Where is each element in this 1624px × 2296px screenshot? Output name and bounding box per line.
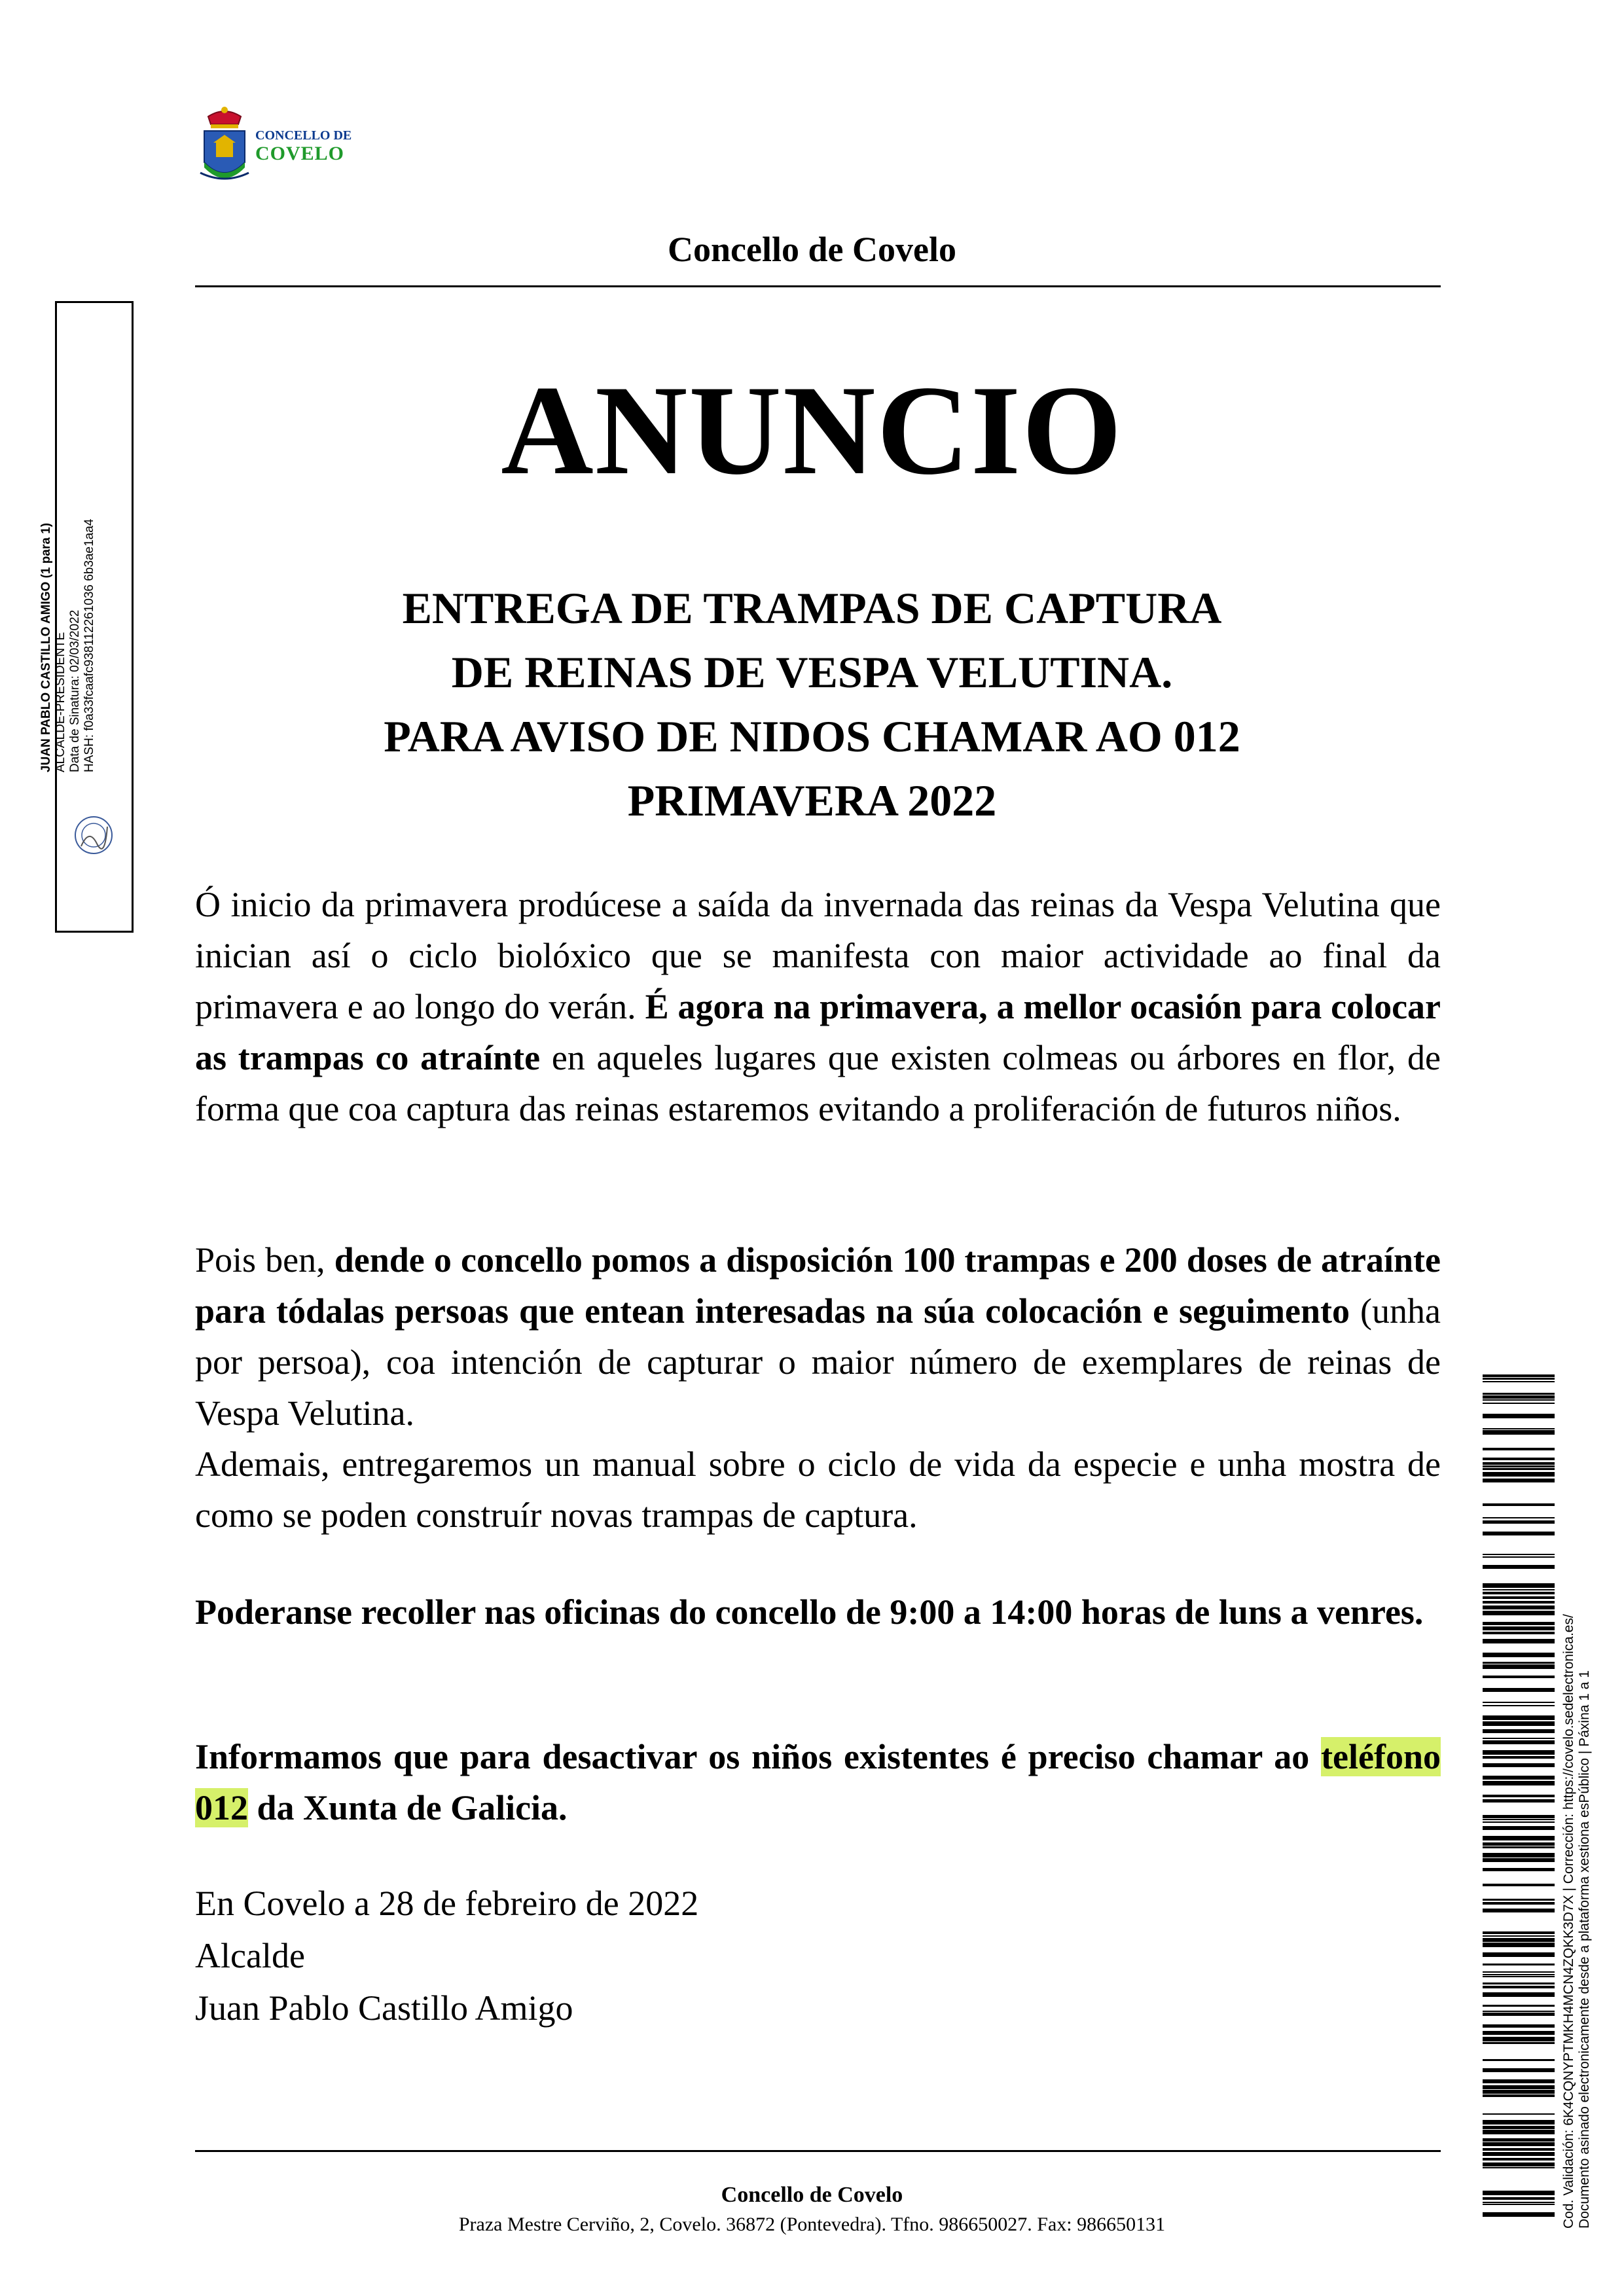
logo-text-line1: CONCELLO DE [255, 128, 352, 143]
barcode-bar [1483, 1479, 1555, 1482]
barcode-bar [1483, 1964, 1555, 1965]
barcode-bar [1483, 2204, 1555, 2205]
subtitle-line-4: PRIMAVERA 2022 [627, 776, 997, 825]
barcode-bar [1483, 1472, 1555, 1477]
paragraph-phone-text-2: da Xunta de Galicia. [248, 1788, 568, 1827]
barcode-bar [1483, 1909, 1555, 1912]
paragraph-distribution-text-3: Ademais, entregaremos un manual sobre o ciclo de vida da especie e unha mostra de como se poden construír novas trampas de captura. [195, 1444, 1441, 1535]
signature-line-3: Data de Sinatura: 02/03/2022 [68, 609, 82, 772]
barcode-bar [1483, 1931, 1555, 1934]
paragraph-intro-bold: É agora na primavera, a mellor ocasión para colocar as trampas co atraínte [195, 987, 1441, 1077]
barcode-bar [1483, 1403, 1555, 1404]
barcode-bar [1483, 2167, 1555, 2168]
barcode-bar [1483, 1468, 1555, 1470]
barcode-bar [1483, 2197, 1555, 2200]
barcode-bar [1483, 1601, 1555, 1604]
barcode-bar [1483, 1715, 1555, 1720]
paragraph-intro-text: Ó inicio da primavera prodúcese a saída da invernada das reinas da Vespa Velutina que inician así o ciclo biolóxico que se manifesta con maior actividade ao final da primavera e ao longo do verán. [195, 885, 1441, 1026]
barcode-bar [1483, 1799, 1555, 1803]
barcode-bar [1483, 1750, 1555, 1755]
barcode-bar [1483, 1414, 1555, 1418]
barcode-bar [1483, 1982, 1555, 1984]
signer-name: Juan Pablo Castillo Amigo [195, 1988, 573, 2028]
barcode-bar [1483, 1662, 1555, 1664]
barcode-bar [1483, 1702, 1555, 1703]
barcode-bar [1483, 2005, 1555, 2007]
signature-line-1: JUAN PABLO CASTILLO AMIGO (1 para 1) [39, 522, 53, 772]
barcode-bar [1483, 1721, 1555, 1726]
barcode-bar [1483, 1826, 1555, 1830]
barcode-bar [1483, 2162, 1555, 2166]
barcode-bar [1483, 1763, 1555, 1767]
barcode-bar [1483, 2090, 1555, 2094]
barcode-bar [1483, 2138, 1555, 2142]
announcement-subtitle [0, 576, 1624, 833]
barcode-bar [1483, 1819, 1555, 1820]
footer-title: Concello de Covelo [721, 2183, 903, 2207]
barcode-bar [1483, 2079, 1555, 2083]
barcode-bar [1483, 2013, 1555, 2016]
barcode-bar [1483, 1399, 1555, 1401]
barcode-bar [1483, 2152, 1555, 2156]
logo-text-line2: COVELO [255, 143, 345, 164]
barcode-bar [1483, 1899, 1555, 1901]
barcode-bar [1483, 1971, 1555, 1973]
coat-of-arms-icon [195, 105, 254, 190]
phone-highlight: teléfono 012 [195, 1737, 1441, 1827]
barcode-bar [1483, 1842, 1555, 1846]
barcode-bar [1483, 1462, 1555, 1465]
paragraph-distribution-text-2: (unha por persoa), coa intención de capturar o maior número de exemplares de reinas de Vespa Velutina. [195, 1291, 1441, 1433]
paragraph-distribution [195, 1234, 1441, 1541]
closing-block [195, 1877, 698, 2034]
barcode-bar [1483, 1976, 1555, 1977]
paragraph-intro-text-2: en aqueles lugares que existen colmeas ou árbores en flor, de forma que coa captura das reinas estaremos evitando a proliferación de futuros niños. [195, 1038, 1441, 1128]
signature-line-4: HASH: f0a33fcaafc938112261036 6b3ae1aa4 [82, 518, 96, 772]
barcode-bar [1483, 1776, 1555, 1780]
barcode-bar [1483, 1626, 1555, 1630]
barcode-bar [1483, 2113, 1555, 2115]
barcode-bar [1483, 2126, 1555, 2129]
paragraph-phone [195, 1731, 1441, 1833]
barcode-bar [1483, 1532, 1555, 1535]
barcode-bar [1483, 1821, 1555, 1823]
signature-stamp-icon [73, 815, 114, 855]
barcode-bar [1483, 2085, 1555, 2089]
subtitle-line-3: PARA AVISO DE NIDOS CHAMAR AO 012 [384, 711, 1240, 761]
barcode-bar [1483, 1605, 1555, 1609]
barcode-bar [1483, 2094, 1555, 2097]
barcode-bar [1483, 2068, 1555, 2072]
barcode-bar [1483, 1503, 1555, 1506]
barcode-bar [1483, 2120, 1555, 2125]
barcode-bar [1483, 2037, 1555, 2041]
barcode-bar [1483, 1556, 1555, 1558]
barcode-bar [1483, 1974, 1555, 1975]
barcode-bar [1483, 1935, 1555, 1937]
header-divider [195, 285, 1441, 287]
barcode-bar [1483, 1738, 1555, 1739]
barcode-bar [1483, 1986, 1555, 1988]
barcode-bar [1483, 1639, 1555, 1643]
barcode-bar [1483, 1952, 1555, 1957]
footer-divider [195, 2150, 1441, 2152]
barcode-bar [1483, 1395, 1555, 1399]
barcode-bar [1483, 2130, 1555, 2134]
barcode-bar [1483, 1378, 1555, 1380]
barcode-bar [1483, 1846, 1555, 1848]
paragraph-phone-text: Informamos que para desactivar os niños existentes é preciso chamar ao [195, 1737, 1322, 1776]
barcode-bar [1483, 1836, 1555, 1840]
barcode-bar [1483, 1992, 1555, 1997]
barcode-bar [1483, 1381, 1555, 1382]
barcode-bar [1483, 1705, 1555, 1706]
barcode-bar [1483, 1622, 1555, 1625]
barcode-bar [1483, 1465, 1555, 1467]
barcode-bar [1483, 1943, 1555, 1947]
barcode-bar [1483, 2011, 1555, 2012]
barcode-bar [1483, 1458, 1555, 1460]
barcode-bar [1483, 1756, 1555, 1759]
barcode-bar [1483, 1729, 1555, 1733]
subtitle-line-1: ENTREGA DE TRAMPAS DE CAPTURA [402, 583, 1222, 633]
barcode-bar [1483, 1554, 1555, 1555]
barcode-bar [1483, 1853, 1555, 1857]
barcode-bar [1483, 1592, 1555, 1594]
footer-address: Praza Mestre Cerviño, 2, Covelo. 36872 (Pontevedra). Tfno. 986650027. Fax: 986650131 [458, 2214, 1166, 2235]
barcode-bar [1483, 1858, 1555, 1862]
barcode-bar [1483, 2031, 1555, 2035]
page-title: ANUNCIO [501, 359, 1123, 501]
barcode-bar [1483, 2042, 1555, 2044]
barcode-bar [1483, 1374, 1555, 1377]
signer-role: Alcalde [195, 1936, 305, 1975]
place-date: En Covelo a 28 de febreiro de 2022 [195, 1884, 699, 1923]
barcode-bar [1483, 1884, 1555, 1886]
barcode-bar [1483, 2148, 1555, 2151]
barcode-icon [1483, 1374, 1555, 2225]
barcode-bar [1483, 1589, 1555, 1590]
paragraph-distribution-text: Pois ben, [195, 1240, 334, 1280]
barcode-bar [1483, 1676, 1555, 1678]
barcode-bar [1483, 1448, 1555, 1450]
paragraph-intro [195, 879, 1441, 1134]
paragraph-distribution-bold: dende o concello pomos a disposición 100 trampas e 200 doses de atraínte para tódalas persoas que entean interesadas na súa colocación e seguimento [195, 1240, 1441, 1331]
concello-logo [195, 105, 352, 190]
barcode-bar [1483, 1520, 1555, 1524]
barcode-bar [1483, 2059, 1555, 2061]
paragraph-schedule: Poderanse recoller nas oficinas do concello de 9:00 a 14:00 horas de luns a venres. [195, 1592, 1424, 1632]
barcode-bar [1483, 1583, 1555, 1588]
barcode-bar [1483, 1632, 1555, 1634]
barcode-bar [1483, 1428, 1555, 1429]
barcode-bar [1483, 1393, 1555, 1395]
barcode-bar [1483, 1596, 1555, 1599]
validation-line-2: Documento asinado electronicamente desde a plataforma xestiona esPúblico | Páxina 1 a 1 [1577, 1670, 1592, 2229]
barcode-bar [1483, 1653, 1555, 1657]
barcode-bar [1483, 1611, 1555, 1615]
barcode-bar [1483, 1938, 1555, 1942]
signature-line-2: ALCALDE-PRESIDENTE [54, 632, 67, 772]
barcode-bar [1483, 1868, 1555, 1871]
validation-line-1: Cod. Validación: 6K4CQNYPTMKH4MCN4ZQKK3D7X | Corrección: https://covelo.sedelectronica.es/ [1561, 1614, 1576, 2229]
barcode-bar [1483, 1517, 1555, 1518]
barcode-bar [1483, 1740, 1555, 1744]
barcode-bar [1483, 1688, 1555, 1692]
subtitle-line-2: DE REINAS DE VESPA VELUTINA. [451, 647, 1173, 697]
header-title: Concello de Covelo [668, 230, 956, 269]
barcode-bar [1483, 1795, 1555, 1797]
barcode-bar [1483, 1664, 1555, 1669]
barcode-bar [1483, 2191, 1555, 2195]
barcode-bar [1483, 1430, 1555, 1435]
barcode-bar [1483, 1815, 1555, 1818]
barcode-bar [1483, 2024, 1555, 2028]
barcode-bar [1483, 1565, 1555, 1569]
barcode-bar [1483, 2212, 1555, 2217]
barcode-bar [1483, 1781, 1555, 1785]
barcode-bar [1483, 2142, 1555, 2146]
barcode-bar [1483, 1902, 1555, 1905]
barcode-bar [1483, 2158, 1555, 2161]
barcode-bar [1483, 2202, 1555, 2203]
